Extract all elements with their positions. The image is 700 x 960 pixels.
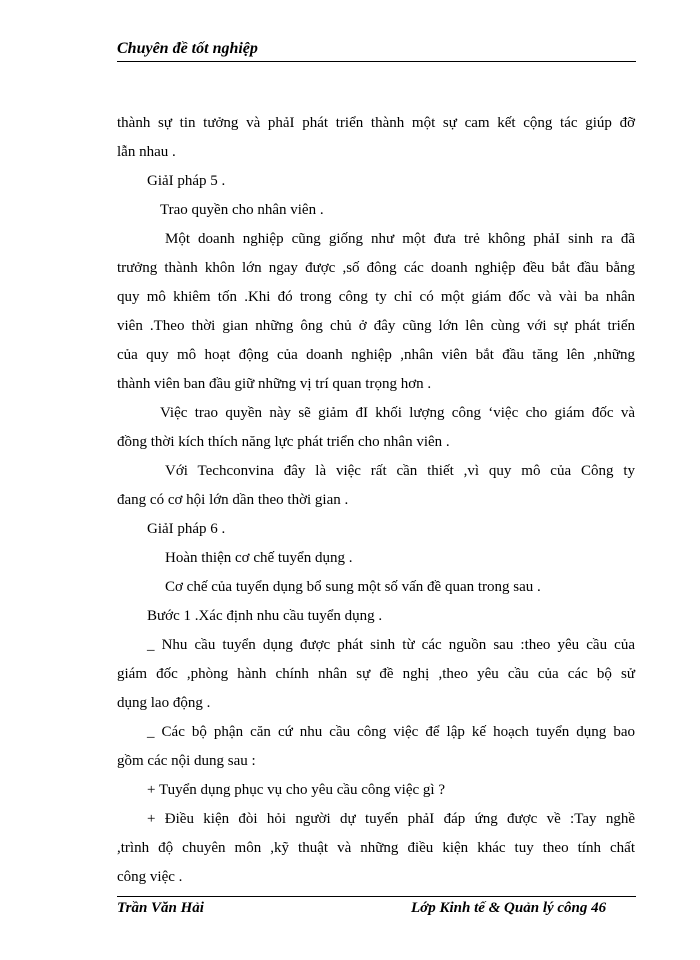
- section-heading: GiảI pháp 5 .: [147, 173, 226, 189]
- text-line: của quy mô hoạt động của doanh nghiệp ,nhân viên bắt đầu tăng lên ,những: [117, 347, 635, 363]
- footer-author: Trần Văn Hải: [117, 900, 204, 916]
- text-line: đang có cơ hội lớn dần theo thời gian .: [117, 492, 349, 508]
- step-heading: Bước 1 .Xác định nhu cầu tuyển dụng .: [147, 608, 383, 624]
- text-line: thành sự tin tưởng và phảI phát triển thành một sự cam kết cộng tác giúp đỡ: [117, 115, 635, 131]
- text-line: Một doanh nghiệp cũng giống như một đưa trẻ không phảI sinh ra đã: [165, 231, 635, 247]
- text-line: Với Techconvina đây là việc rất cần thiết ,vì quy mô của Công ty: [165, 463, 635, 479]
- text-line: công việc .: [117, 869, 183, 885]
- text-line: đồng thời kích thích năng lực phát triển cho nhân viên .: [117, 434, 450, 450]
- footer-class: Lớp Kinh tế & Quản lý công 46: [411, 900, 607, 916]
- subsection-heading: Trao quyền cho nhân viên .: [160, 202, 324, 218]
- text-line: thành viên ban đầu giữ những vị trí quan trọng hơn .: [117, 376, 432, 392]
- text-line: trưởng thành khôn lớn ngay được ,số đông các doanh nghiệp đều bắt đầu bằng: [117, 260, 635, 276]
- text-line: viên .Theo thời gian những ông chủ ở đây cũng lớn lên cùng với sự phát triển: [117, 318, 635, 334]
- page-header-title: Chuyên đề tốt nghiệp: [117, 40, 258, 57]
- text-line: dụng lao động .: [117, 695, 211, 711]
- list-item: + Điều kiện đòi hỏi người dự tuyển phảI đáp ứng được về :Tay nghề: [147, 811, 635, 827]
- text-line: Cơ chế của tuyển dụng bổ sung một số vấn đề quan trong sau .: [165, 579, 541, 595]
- text-line: _ Các bộ phận căn cứ nhu cầu công việc để lập kế hoạch tuyển dụng bao: [147, 724, 635, 740]
- section-heading: GiảI pháp 6 .: [147, 521, 226, 537]
- header-divider: [117, 61, 636, 62]
- text-line: quy mô khiêm tốn .Khi đó trong công ty chỉ có một giám đốc và vài ba nhân: [117, 289, 635, 305]
- text-line: _ Nhu cầu tuyển dụng được phát sinh từ các nguồn sau :theo yêu cầu của: [147, 637, 635, 653]
- text-line: giám đốc ,phòng hành chính nhân sự đề nghị ,theo yêu cầu của các bộ sử: [117, 666, 635, 682]
- list-item: + Tuyển dụng phục vụ cho yêu cầu công việc gì ?: [147, 782, 445, 798]
- text-line: lẫn nhau .: [117, 144, 176, 160]
- footer-divider: [117, 896, 636, 897]
- text-line: ,trình độ chuyên môn ,kỹ thuật và những điều kiện khác tuy theo tính chất: [117, 840, 635, 856]
- text-line: Việc trao quyền này sẽ giảm đI khối lượng công ‘việc cho giám đốc và: [160, 405, 635, 421]
- subsection-heading: Hoàn thiện cơ chế tuyển dụng .: [165, 550, 353, 566]
- text-line: gồm các nội dung sau :: [117, 753, 256, 769]
